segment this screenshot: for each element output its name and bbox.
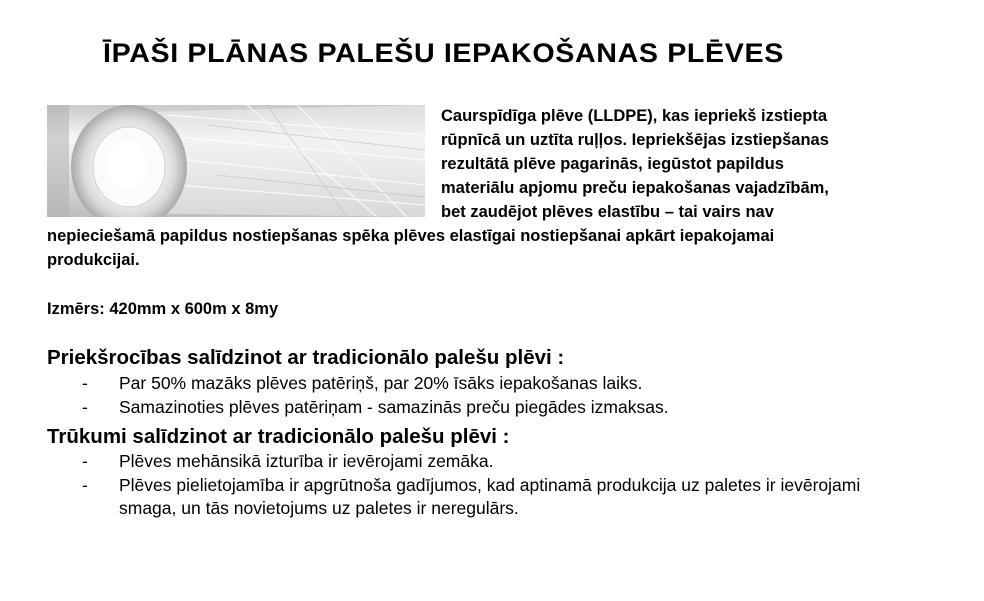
disadvantages-heading: Trūkumi salīdzinot ar tradicionālo palešu plēvi : [47, 425, 510, 448]
list-item [82, 450, 879, 474]
bullet-dash: - [82, 474, 88, 495]
description-text: Caurspīdīga plēve (LLDPE), kas iepriekš izstiepta rūpnīcā un uztīta ruļļos. Iepriekšējas izstiepšanas rezultātā plēve pagarinās, iegūstot papildus materiālu apjomu preču iepakošanas vajadzībām, bet zaudējot plēves elastību – tai vairs nav nepieciešamā papildus nostiepšanas spēka plēves elastīgai nostiepšanai apkārt iepakojamai produkcijai. [47, 107, 829, 269]
bullet-dash: - [82, 396, 88, 417]
bullet-dash: - [82, 373, 88, 393]
disadvantage-text: Plēves pielietojamība ir apgrūtnoša gadījumos, kad aptinamā produkcija uz paletes ir ievērojami smaga, un tās novietojums uz paletes ir neregulārs. [119, 474, 861, 518]
disadvantage-text: Plēves mehānsikā izturība ir ievērojami zemāka. [119, 451, 494, 471]
disadvantages-list [82, 450, 879, 521]
list-item [82, 396, 879, 420]
advantage-text: Par 50% mazāks plēves patēriņš, par 20% īsāks iepakošanas laiks. [119, 373, 643, 393]
bullet-dash: - [82, 451, 88, 471]
advantages-list [82, 372, 879, 419]
list-item [82, 372, 879, 396]
page-title: ĪPAŠI PLĀNAS PALEŠU IEPAKOŠANAS PLĒVES [103, 38, 784, 68]
product-description [47, 104, 847, 272]
list-item [82, 474, 879, 521]
product-size: Izmērs: 420mm x 600m x 8my [47, 300, 279, 318]
advantage-text: Samazinoties plēves patēriņam - samazinās preču piegādes izmaksas. [119, 396, 669, 417]
advantages-heading: Priekšrocības salīdzinot ar tradicionālo palešu plēvi : [47, 346, 565, 369]
image-spacer [47, 104, 441, 222]
